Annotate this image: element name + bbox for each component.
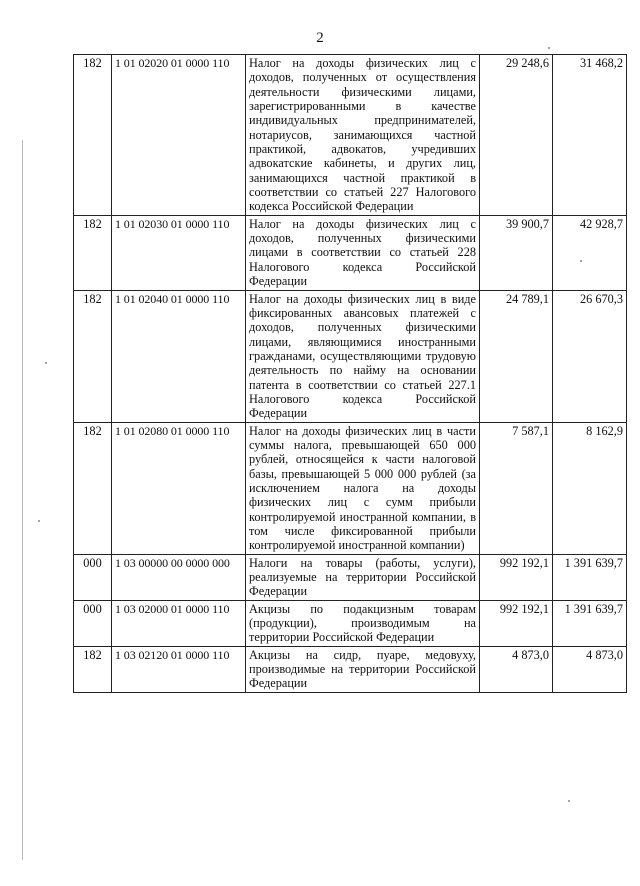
amount-year2-cell: 8 162,9: [553, 422, 627, 554]
amount-year2-cell: 31 468,2: [553, 55, 627, 216]
revenue-table: [73, 54, 627, 693]
amount-year1-cell: 992 192,1: [480, 600, 553, 646]
amount-year1-cell: 39 900,7: [480, 215, 553, 290]
table-row: [74, 290, 627, 422]
table-row: [74, 646, 627, 692]
amount-year2-cell: 42 928,7: [553, 215, 627, 290]
admin-code-cell: 000: [74, 554, 112, 600]
budget-classification-code-cell: 1 03 02000 01 0000 110: [112, 600, 246, 646]
table-row: [74, 422, 627, 554]
scan-speck: [45, 362, 47, 364]
budget-classification-code-cell: 1 03 02120 01 0000 110: [112, 646, 246, 692]
revenue-name-cell: Налог на доходы физических лиц с доходов, полученных от осуществления деятельности физическими лицами, зарегистрированными в качестве индивидуальных предпринимателей, нотариусов, занимающихся частной практикой, адвокатов, учредивших адвокатские кабинеты, и других лиц, занимающихся частной практикой в соответствии со статьей 227 Налогового кодекса Российской Федерации: [246, 55, 480, 216]
budget-classification-code-cell: 1 01 02030 01 0000 110: [112, 215, 246, 290]
amount-year1-cell: 24 789,1: [480, 290, 553, 422]
table-row: [74, 600, 627, 646]
table-row: [74, 554, 627, 600]
budget-classification-code-cell: 1 01 02040 01 0000 110: [112, 290, 246, 422]
revenue-name-cell: Налоги на товары (работы, услуги), реализуемые на территории Российской Федерации: [246, 554, 480, 600]
amount-year2-cell: 1 391 639,7: [553, 554, 627, 600]
budget-classification-code-cell: 1 03 00000 00 0000 000: [112, 554, 246, 600]
revenue-name-cell: Акцизы на сидр, пуаре, медовуху, производимые на территории Российской Федерации: [246, 646, 480, 692]
amount-year1-cell: 4 873,0: [480, 646, 553, 692]
revenue-name-cell: Акцизы по подакцизным товарам (продукции), производимым на территории Российской Федерации: [246, 600, 480, 646]
amount-year2-cell: 1 391 639,7: [553, 600, 627, 646]
table-row: [74, 215, 627, 290]
scan-artifact-line: [22, 140, 23, 860]
admin-code-cell: 182: [74, 55, 112, 216]
admin-code-cell: 182: [74, 290, 112, 422]
table-row: [74, 55, 627, 216]
admin-code-cell: 182: [74, 215, 112, 290]
amount-year1-cell: 7 587,1: [480, 422, 553, 554]
page-number: 2: [316, 30, 324, 46]
revenue-name-cell: Налог на доходы физических лиц в части суммы налога, превышающей 650 000 рублей, относящейся к части налоговой базы, превышающей 5 000 000 рублей (за исключением налога на доходы физических лиц с сумм прибыли контролируемой иностранной компании, в том числе фиксированной прибыли контролируемой иностранной компании): [246, 422, 480, 554]
admin-code-cell: 182: [74, 646, 112, 692]
revenue-name-cell: Налог на доходы физических лиц в виде фиксированных авансовых платежей с доходов, полученных физическими лицами, являющимися иностранными гражданами, осуществляющими трудовую деятельность по найму на основании патента в соответствии со статьей 227.1 Налогового кодекса Российской Федерации: [246, 290, 480, 422]
amount-year1-cell: 992 192,1: [480, 554, 553, 600]
scan-speck: [38, 520, 40, 522]
budget-classification-code-cell: 1 01 02020 01 0000 110: [112, 55, 246, 216]
budget-classification-code-cell: 1 01 02080 01 0000 110: [112, 422, 246, 554]
amount-year2-cell: 26 670,3: [553, 290, 627, 422]
admin-code-cell: 000: [74, 600, 112, 646]
admin-code-cell: 182: [74, 422, 112, 554]
amount-year1-cell: 29 248,6: [480, 55, 553, 216]
amount-year2-cell: 4 873,0: [553, 646, 627, 692]
scan-speck: [568, 800, 570, 802]
revenue-name-cell: Налог на доходы физических лиц с доходов, полученных физическими лицами в соответствии со статьей 228 Налогового кодекса Российской Федерации: [246, 215, 480, 290]
scan-speck: [548, 47, 550, 49]
